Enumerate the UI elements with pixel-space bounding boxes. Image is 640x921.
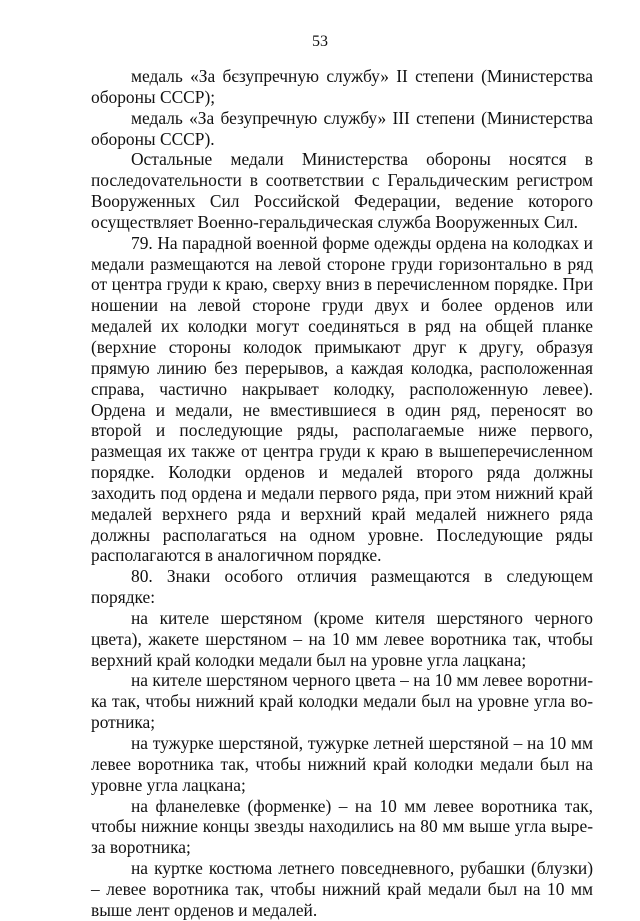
paragraph: на куртке костюма летнего повседневного, рубашки (блузки) – левее воротника так, чтобы нижний край медали был на 10 мм выше лент орденов и медалей. bbox=[91, 858, 593, 920]
paragraph: медаль «За безупречную службу» III степени (Министерства обороны СССР). bbox=[91, 107, 593, 149]
paragraph: на тужурке шерстяной, тужурке летней шерстяной – на 10 мм левее воротника так, чтобы нижний край колодки медали был на уровне угла лацкана; bbox=[91, 733, 593, 795]
paragraph: на кителе шерстяном черного цвета – на 10 мм левее воротника так, чтобы нижний край колодки медали был на уровне угла воротника; bbox=[91, 670, 593, 733]
page-number: 53 bbox=[312, 33, 328, 50]
paragraph: 80. Знаки особого отличия размещаются в следующем порядке: bbox=[91, 566, 593, 608]
paragraph: 79. На парадной военной форме одежды ордена на колодках и медали размещаются на левой стороне груди горизонтально в ряд от центра груди к краю, сверху вниз в перечисленном порядке. При ношении на левой стороне груди двух и более орденов или медалей их колодки могут соединяться в ряд на общей планке (верхние стороны колодок примыкают друг к другу, образуя прямую линию без перерывов, а каждая колодка, расположенная справа, частично накрывает колодку, расположенную левее). Ордена и медали, не вместившиеся в один ряд, переносят во второй и последующие ряды, располагаемые ниже первого, размещая их также от центра груди к краю в вышеперечисленном порядке. Колодки орденов и медалей второго ряда должны заходить под ордена и медали первого ряда, при этом нижний край медалей верхнего ряда и верхний край медалей нижнего ряда должны располагаться на одном уровне. Последующие ряды располагаются в аналогичном порядке. bbox=[91, 232, 593, 566]
paragraph: на кителе шерстяном (кроме кителя шерстяного черного цвета), жакете шерстяном – на 10 мм левее воротника так, чтобы верхний край колодки медали был на уровне угла лацкана; bbox=[91, 607, 593, 670]
body-text bbox=[91, 66, 593, 921]
paragraph: на фланелевке (форменке) – на 10 мм левее воротника так, чтобы нижние концы звезды находились на 80 мм выше угла выреза воротника; bbox=[91, 795, 593, 858]
paragraph: Остальные медали Министерства обороны носятся в последоvательности в соответствии с Геральдическим регистром Вооруженных Сил Российской Федерации, ведение которого осуществляет Военно-геральдическая служба Вооруженных Сил. bbox=[91, 149, 593, 232]
paragraph: медаль «За бєзупречную службу» II степени (Министерства обороны СССР); bbox=[91, 66, 593, 107]
